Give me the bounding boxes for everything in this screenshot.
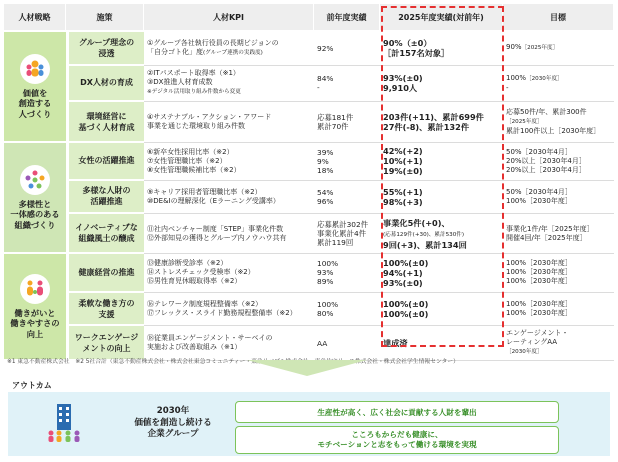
outcome-pill-2 xyxy=(235,426,559,454)
outcome-panel xyxy=(8,392,610,456)
measure-cell xyxy=(66,102,144,143)
current-value: 10%(+1) xyxy=(383,156,423,167)
goal-cell xyxy=(503,102,614,143)
outcome-main-text xyxy=(123,406,223,441)
strategy-line: 向上 xyxy=(26,328,44,339)
measure-cell xyxy=(66,181,144,215)
strategy-line: 多様性と xyxy=(18,198,52,209)
prev-cell xyxy=(314,102,380,143)
measure-line: 組織風土の醸成 xyxy=(78,234,135,244)
goal-cell xyxy=(503,254,614,293)
outcome-main-line: 価値を創造し続ける xyxy=(134,417,212,428)
header-prev: 前年度実績 xyxy=(314,4,380,32)
current-value: 100%(±0) xyxy=(383,309,429,320)
goal-value: 100%［2030年度］ xyxy=(506,309,572,318)
current-cell xyxy=(380,143,503,181)
measure-line: グループ理念の xyxy=(78,37,135,47)
kpi-cell xyxy=(144,214,314,254)
measure-cell xyxy=(66,66,144,103)
current-cell xyxy=(380,214,503,254)
measure-line: 多様な人財の xyxy=(82,186,131,196)
current-value: ［計157名対象］ xyxy=(383,48,450,59)
strategy-line: 組織づくり xyxy=(14,219,56,230)
current-cell xyxy=(380,32,503,66)
prev-value: 応募累計302件 xyxy=(317,220,369,230)
kpi-line: ②ITパスポート取得率（※1） xyxy=(147,69,240,78)
wellbeing-icon xyxy=(20,274,50,304)
outcome-label: アウトカム xyxy=(12,381,52,390)
goal-value: 累計100件以上［2030年度］ xyxy=(506,127,601,136)
footnote: ※1 東急不動産株式会社 ※2 5社合計（東急不動産株式会社・株式会社東急コミュニティー・東急リバブル株式会社・東急住宅リース株式会社・株式会社学生情報センター） xyxy=(7,359,459,365)
goal-note: ［2025年度］ xyxy=(521,45,559,52)
strategy-line: 働きやすさの xyxy=(10,318,60,329)
prev-value: 18% xyxy=(317,165,334,175)
kpi-cell xyxy=(144,254,314,293)
prev-cell xyxy=(314,254,380,293)
outcome-pill-text xyxy=(317,430,476,450)
prev-value: 80% xyxy=(317,309,334,319)
prev-cell xyxy=(314,32,380,66)
measure-cell xyxy=(66,254,144,293)
kpi-line: ⑨キャリア採用者管理職比率（※2） xyxy=(147,187,262,196)
goal-value: 100%［2030年度］ xyxy=(506,259,572,268)
strategy-cell xyxy=(4,254,66,361)
kpi-table xyxy=(4,4,614,361)
measure-cell xyxy=(66,214,144,254)
current-value: 27件(-8)、累計132件 xyxy=(383,122,470,133)
measure-line: 基づく人材育成 xyxy=(78,122,135,132)
kpi-note: ※デジタル活用取り組み件数から変更 xyxy=(147,89,241,96)
strategy-cell xyxy=(4,32,66,143)
strategy-line: 創造する xyxy=(18,98,52,109)
current-value: 203件(+11)、累計699件 xyxy=(383,112,484,123)
prev-value: 100% xyxy=(317,259,339,269)
current-value: 9回(+3)、累計134回 xyxy=(383,239,467,250)
measure-line: イノベーティブな xyxy=(75,223,138,233)
kpi-line: ④サステナブル・アクション・アワード xyxy=(147,113,272,122)
table-row xyxy=(4,214,614,254)
goal-value: 100% xyxy=(506,73,527,82)
header-goal: 目標 xyxy=(503,4,614,32)
goal-value: 20%以上［2030年4月］ xyxy=(506,165,586,174)
current-value: 94%(+1) xyxy=(383,267,423,278)
current-cell xyxy=(380,66,503,103)
kpi-line: ⑩DE&Iの理解深化（Eラーニング受講率） xyxy=(147,196,280,205)
kpi-cell xyxy=(144,102,314,143)
current-value: 100%(±0) xyxy=(383,257,429,268)
kpi-line: ⑱従業員エンゲージメント・サーベイの xyxy=(147,334,273,343)
measure-line: 健康経営の推進 xyxy=(78,267,135,277)
outcome-main-line: 企業グループ xyxy=(147,429,199,439)
measure-line: 柔軟な働き方の xyxy=(78,298,135,308)
goal-value: 100%［2030年度］ xyxy=(506,277,572,286)
header-strategy: 人材戦略 xyxy=(4,4,66,32)
goal-cell xyxy=(503,32,614,66)
table-row xyxy=(4,102,614,143)
current-value: 達成済 xyxy=(383,338,408,349)
current-value: 55%(+1) xyxy=(383,186,423,197)
prev-cell xyxy=(314,293,380,327)
current-cell xyxy=(380,102,503,143)
prev-value: 事業化累計4件 xyxy=(317,229,367,239)
prev-value: 応募181件 xyxy=(317,113,354,123)
prev-value: 84% xyxy=(317,74,334,84)
table-row xyxy=(4,32,614,66)
goal-value: レーティングAA xyxy=(506,338,558,347)
diversity-icon xyxy=(20,165,50,195)
goal-note: ［2030年度］ xyxy=(526,75,563,82)
goal-value: ［2030年度］ xyxy=(506,349,543,356)
outcome-pill-line: モチベーションと志をもって働ける環境を実現 xyxy=(317,440,477,449)
measure-line: 環境経営に xyxy=(86,111,127,121)
table-row xyxy=(4,254,614,293)
goal-cell xyxy=(503,293,614,327)
current-value: 19%(±0) xyxy=(383,166,423,177)
goal-value: 開催4回/年［2025年度］ xyxy=(506,233,587,242)
kpi-line: ⑫外部知見の獲得とグループ内ノウハウ共有 xyxy=(147,233,287,242)
current-value: (応募129件(+30)、累計530件) xyxy=(383,231,465,238)
building-people-icon xyxy=(48,402,78,442)
kpi-line: 実施および改善取組み（※1） xyxy=(147,343,242,352)
current-value: 93%(±0) xyxy=(383,73,423,84)
prev-value: 96% xyxy=(317,196,334,206)
outcome-pill-text: 生産性が高く、広く社会に貢献する人財を輩出 xyxy=(317,407,477,417)
goal-value: エンゲージメント・ xyxy=(506,329,569,338)
prev-cell xyxy=(314,181,380,215)
kpi-line: ⑯テレワーク制度規程整備率（※2） xyxy=(147,300,263,309)
strategy-line: 働きがいと xyxy=(14,307,56,318)
goal-value: ［2025年度］ xyxy=(506,119,543,126)
current-cell xyxy=(380,293,503,327)
goal-cell xyxy=(503,143,614,181)
prev-value: 39% xyxy=(317,147,334,157)
kpi-cell xyxy=(144,32,314,66)
current-value: 100%(±0) xyxy=(383,299,429,310)
kpi-cell xyxy=(144,293,314,327)
measure-line: メントの向上 xyxy=(82,343,131,353)
goal-value: 50%［2030年4月］ xyxy=(506,147,572,156)
down-arrow-icon xyxy=(247,360,367,376)
people-icon xyxy=(20,54,50,84)
strategy-cell xyxy=(4,143,66,254)
measure-cell xyxy=(66,143,144,181)
kpi-line: ③DX推進人材育成数 xyxy=(147,78,213,87)
kpi-line: 「自分ゴト化」度 xyxy=(147,47,203,56)
measure-cell xyxy=(66,293,144,327)
kpi-line: ⑰フレックス・スライド勤務規程整備率（※2） xyxy=(147,309,297,318)
kpi-line: ⑧女性管理職候補比率（※2） xyxy=(147,165,241,174)
current-value: 42%(+2) xyxy=(383,146,423,157)
kpi-line: ⑭ストレスチェック受検率（※2） xyxy=(147,268,255,277)
prev-value: 54% xyxy=(317,187,334,197)
prev-value: 100% xyxy=(317,300,339,310)
kpi-line: ⑮男性育児休暇取得率（※2） xyxy=(147,277,242,286)
prev-value: - xyxy=(317,83,320,93)
header-row xyxy=(4,4,614,32)
goal-cell xyxy=(503,214,614,254)
goal-value: 100%［2030年度］ xyxy=(506,268,572,277)
measure-line: ワークエンゲージ xyxy=(74,332,139,342)
goal-value: 90% xyxy=(506,43,522,52)
table-row xyxy=(4,66,614,103)
prev-value: 累計70件 xyxy=(317,122,349,132)
table-row xyxy=(4,293,614,327)
prev-value: 93% xyxy=(317,268,334,278)
prev-value: 92% xyxy=(317,43,334,53)
current-value: 98%(+3) xyxy=(383,196,423,207)
table-row xyxy=(4,143,614,181)
current-value: 93%(±0) xyxy=(383,277,423,288)
prev-cell xyxy=(314,66,380,103)
current-cell xyxy=(380,181,503,215)
prev-cell xyxy=(314,214,380,254)
measure-cell xyxy=(66,32,144,66)
strategy-line: 一体感のある xyxy=(10,209,60,220)
current-value: 事業化5件(+0)、 xyxy=(383,217,450,228)
kpi-line: ①グループ各社執行役員の長期ビジョンの xyxy=(147,38,279,47)
goal-value: 20%以上［2030年4月］ xyxy=(506,156,586,165)
goal-value: 応募50件/年、累計300件 xyxy=(506,108,587,117)
kpi-line: ⑪社内ベンチャー制度「STEP」事業化件数 xyxy=(147,224,284,233)
kpi-line: ⑥新卒女性採用比率（※2） xyxy=(147,147,234,156)
table-row xyxy=(4,181,614,215)
goal-value: 100%［2030年度］ xyxy=(506,196,572,205)
header-measure: 施策 xyxy=(66,4,144,32)
outcome-main-line: 2030年 xyxy=(156,406,190,416)
header-current: 2025年度実績(対前年) xyxy=(380,4,503,32)
kpi-line: 事業を通じた環境取り組み件数 xyxy=(147,122,245,131)
current-value: 90%（±0） xyxy=(383,38,432,49)
goal-value: 50%［2030年4月］ xyxy=(506,187,572,196)
goal-value: - xyxy=(506,83,509,92)
measure-line: 女性の活躍推進 xyxy=(78,156,135,166)
outcome-pill-line: こころもからだも健康に、 xyxy=(351,430,443,439)
strategy-line: 人づくり xyxy=(18,108,52,119)
prev-value: 累計119回 xyxy=(317,238,354,248)
kpi-cell xyxy=(144,143,314,181)
current-value: 9,910人 xyxy=(383,83,418,94)
kpi-cell xyxy=(144,66,314,103)
measure-line: 浸透 xyxy=(98,48,115,58)
measure-line: DX人材の育成 xyxy=(80,78,133,88)
prev-cell xyxy=(314,143,380,181)
prev-value: AA xyxy=(317,338,328,348)
prev-value: 9% xyxy=(317,156,329,166)
current-cell xyxy=(380,254,503,293)
measure-line: 支援 xyxy=(98,309,115,319)
kpi-line: ⑬健康診断受診率（※2） xyxy=(147,259,228,268)
outcome-pill-1 xyxy=(235,401,559,423)
kpi-line: ⑦女性管理職比率（※2） xyxy=(147,156,227,165)
prev-value: 89% xyxy=(317,277,334,287)
strategy-line: 価値を xyxy=(22,87,48,98)
kpi-cell xyxy=(144,181,314,215)
goal-value: 事業化1件/年［2025年度］ xyxy=(506,224,594,233)
goal-cell xyxy=(503,66,614,103)
goal-value: 100%［2030年度］ xyxy=(506,300,572,309)
measure-line: 活躍推進 xyxy=(90,197,123,207)
kpi-note: (グループ連携の実践度) xyxy=(203,49,263,56)
goal-cell xyxy=(503,326,614,361)
header-kpi: 人材KPI xyxy=(144,4,314,32)
goal-cell xyxy=(503,181,614,215)
